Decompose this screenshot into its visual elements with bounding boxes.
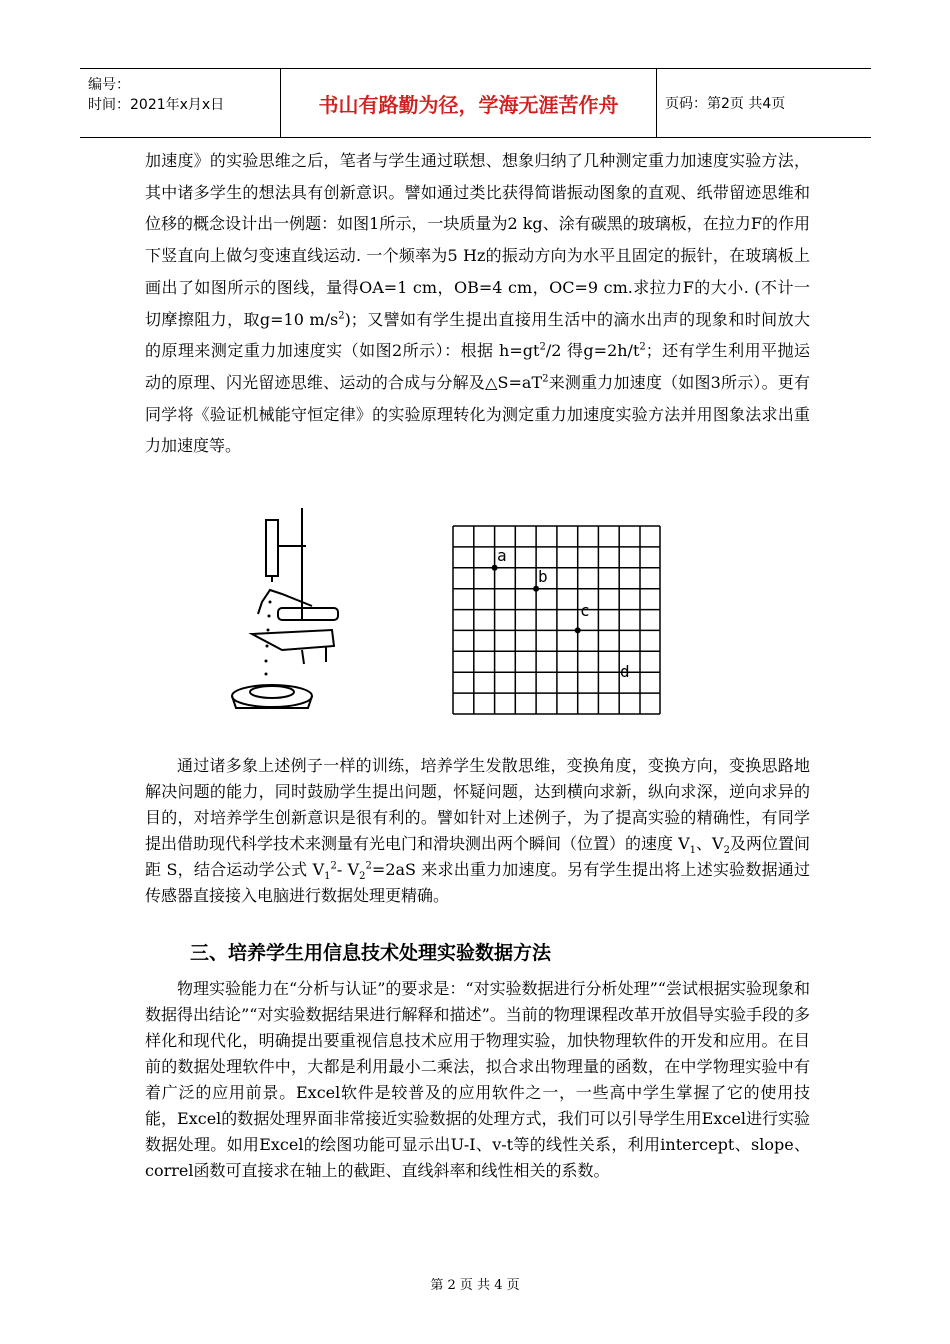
section-heading: 三、培养学生用信息技术处理实验数据方法	[190, 942, 552, 964]
superscript: 2	[539, 341, 546, 353]
header-page-info: 页码：第2页 共4页	[665, 96, 786, 112]
paragraph-2-text: - V	[336, 860, 360, 879]
superscript: 2	[338, 310, 345, 322]
paragraph-2-text: 、V	[696, 834, 724, 853]
flash-grid-figure	[452, 525, 662, 715]
paragraph-2-text: 及两位置间距 S，结合运动学公式 V	[145, 834, 810, 879]
superscript: 2	[365, 860, 372, 872]
label-d: d	[620, 662, 630, 681]
label-b: b	[538, 567, 548, 586]
paragraph-1-text: /2 得g=2h/t	[545, 341, 640, 361]
header-meta	[80, 69, 281, 137]
label-c: c	[580, 601, 590, 620]
header-motto: 书山有路勤为径，学海无涯苦作舟	[281, 69, 657, 137]
subscript: 1	[689, 845, 697, 857]
page-footer: 第 2 页 共 4 页	[430, 1278, 520, 1293]
paragraph-1-text: )；又譬如有学生提出直接用生活中的滴水出声的现象和时间放大的原理来测定重力加速度实（如图2所示）：根据 h=gt	[145, 309, 810, 361]
paragraph-2	[145, 753, 810, 909]
paragraph-1	[145, 145, 810, 462]
subscript: 2	[359, 871, 366, 883]
subscript: 2	[723, 845, 730, 857]
paragraph-2-text: 通过诸多象上述例子一样的训练，培养学生发散思维，变换角度，变换方向，变换思路地解决问题的能力，同时鼓励学生提出问题，怀疑问题，达到横向求新，纵向求深，逆向求异的目的，对培养学生创新意识是很有利的。譬如针对上述例子，为了提高实验的精确性，有同学提出借助现代科学技术来测量有光电门和滑块测出两个瞬间（位置）的速度 V	[145, 756, 810, 853]
subscript: 1	[324, 871, 331, 883]
superscript: 2	[542, 373, 549, 385]
point-b	[533, 586, 539, 592]
paragraph-2-text: =2aS 来求出重力加速度。另有学生提出将上述实验数据通过传感器直接接入电脑进行数据处理更精确。	[145, 860, 810, 905]
paragraph-1-text: 来测重力加速度（如图3所示）。更有同学将《验证机械能守恒定律》的实验原理转化为测定重力加速度实验方法并用图象法求出重力加速度等。	[145, 372, 810, 456]
paragraph-3: 物理实验能力在“分析与认证”的要求是：“对实验数据进行分析处理”“尝试根据实验现象和数据得出结论”“对实验数据结果进行解释和描述”。当前的物理课程改革开放倡导实验手段的多样化和现代化，明确提出要重视信息技术应用于物理实验，加快物理软件的开发和应用。在目前的数据处理软件中，大都是利用最小二乘法，拟合求出物理量的函数，在中学物理实验中有着广泛的应用前景。Excel软件是较普及的应用软件之一，一些高中学生掌握了它的使用技能，Excel的数据处理界面非常接近实验数据的处理方式，我们可以引导学生用Excel进行实验数据处理。如用Excel的绘图功能可显示出U-I、v-t等的线性关系，利用intercept、slope、correl函数可直接求在轴上的截距、直线斜率和线性相关的系数。	[145, 979, 810, 1180]
paragraph-1-text: ；还有学生利用平抛运动的原理、闪光留迹思维、运动的合成与分解及△S=aT	[145, 341, 810, 392]
paragraph-1-text: 加速度》的实验思维之后，笔者与学生通过联想、想象归纳了几种测定重力加速度实验方法，其中诸多学生的想法具有创新意识。譬如通过类比获得简谐振动图象的直观、纸带留迹思维和位移的概念设计出一例题：如图1所示，一块质量为2 kg、涂有碳黑的玻璃板，在拉力F的作用下竖直向上做匀变速直线运动. 一个频率为5 Hz的振动方向为水平且固定的振针，在玻璃板上画出了如图所示的图线，量得OA=1 cm，OB=4 cm，OC=9 cm.求拉力F的大小. (不计一切摩擦阻力，取g=10 m/s	[145, 151, 810, 329]
point-c	[575, 627, 581, 633]
page-header	[80, 68, 871, 138]
dripping-apparatus-figure	[222, 506, 342, 716]
time-label: 时间：2021年x月x日	[88, 97, 225, 113]
superscript: 2	[330, 860, 337, 872]
label-a: a	[497, 546, 507, 565]
number-label: 编号：	[88, 77, 130, 93]
point-a	[492, 565, 498, 571]
superscript: 2	[639, 341, 646, 353]
